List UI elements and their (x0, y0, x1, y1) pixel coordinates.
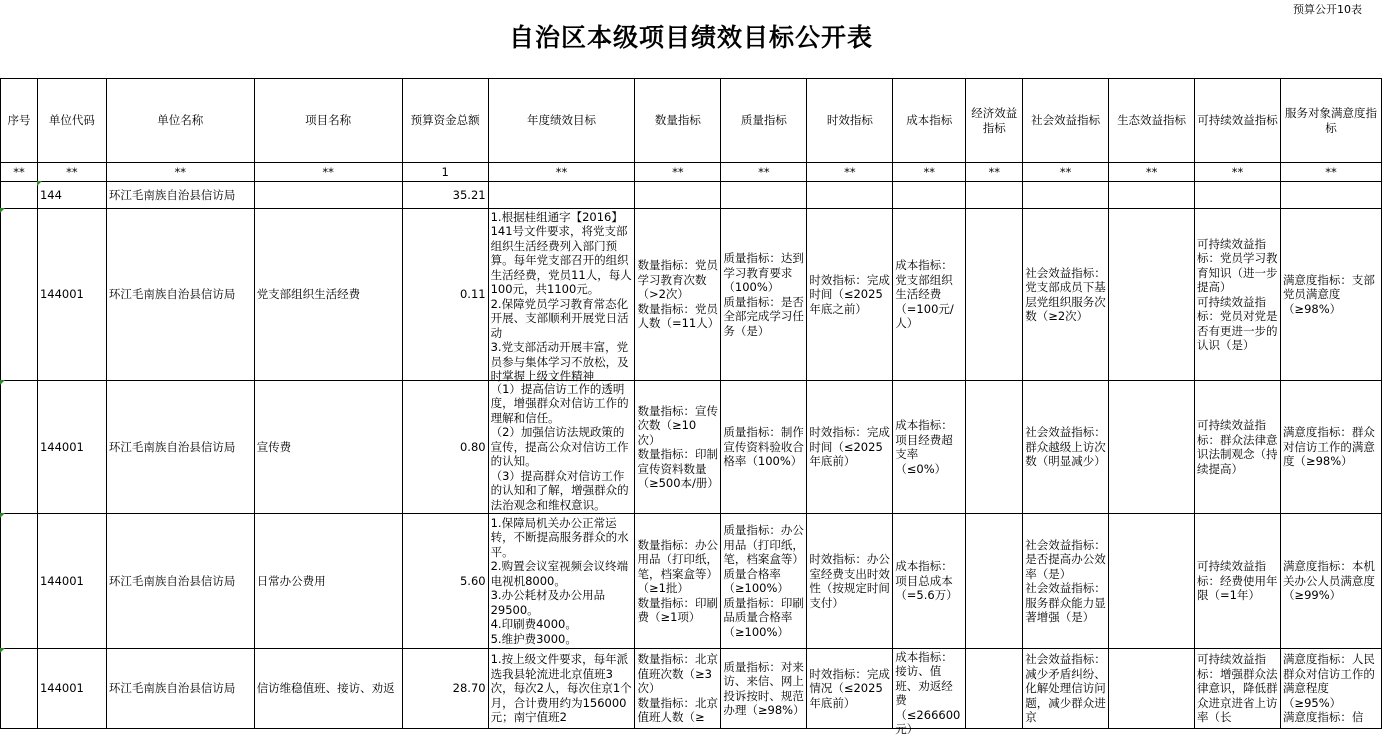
row-satisfaction: 满意度指标：支部党员满意度（≥98%） (1282, 272, 1375, 316)
row-satisfaction: 满意度指标：群众对信访工作的满意度（≥98%） (1282, 425, 1375, 469)
column-header: 单位名称 (106, 79, 254, 163)
table-row (1, 209, 1382, 381)
performance-table (0, 78, 1382, 736)
column-header: 预算资金总额 (402, 79, 488, 163)
row-cost: 成本指标：项目经费超支率（≤0%） (895, 418, 953, 476)
row-quality: 质量指标：达到学习教育要求（100%） 质量指标：是否全部完成学习任务（是） (723, 251, 804, 338)
row-social: 社会效益指标：党支部成员下基层党组织服务次数（≥2次） (1025, 265, 1106, 323)
row-quality: 质量指标：制作宣传资料验收合格率（100%） (723, 425, 804, 469)
subheader-cell: ** (1, 163, 38, 182)
subheader-cell: ** (807, 163, 893, 182)
row-sustainable: 可持续效益指标：党员学习教育知识（进一步提高） 可持续效益指标：党员对党是否有更进一步的认识（是） (1197, 236, 1278, 352)
subheader-cell: ** (966, 163, 1023, 182)
subheader-cell: ** (635, 163, 721, 182)
column-header: 社会效益指标 (1023, 79, 1109, 163)
row-social: 社会效益指标：群众越级上访次数（明显减少） (1025, 425, 1106, 469)
subheader-cell: ** (488, 163, 635, 182)
row-goal: 1.根据桂组通字【2016】141号文件要求，将党支部组织生活经费列入部门预算。每年党支部召开的组织生活经费，党员11人，每人100元，共1100元。 2.保障党员学习教育常态化开展、支部顺利开展党日活动 3.党支部活动开展丰富，党员参与集体学习不放松，及时掌握上级文件精神 (490, 209, 632, 383)
subheader-cell: ** (106, 163, 254, 182)
row-quantity: 数量指标：办公用品（打印纸，笔，档案盒等）（≥1批） 数量指标：印刷费（≥1项） (637, 537, 718, 624)
row-timeliness: 时效指标：完成情况（≤2025年底前） (809, 666, 890, 710)
subheader-cell: ** (254, 163, 402, 182)
row-quality: 质量指标：办公用品（打印纸，笔，档案盒等）质量合格率（≥100%） 质量指标：印刷品质量合格率（≥100%） (723, 523, 804, 639)
form-code: 预算公开10表 (1293, 3, 1362, 16)
column-header: 服务对象满意度指标 (1280, 79, 1381, 163)
row-amount: 0.11 (402, 209, 488, 381)
row-amount: 28.70 (402, 649, 488, 729)
subheader-row (1, 163, 1382, 182)
table-row (1, 649, 1382, 729)
row-project: 日常办公费用 (254, 514, 402, 649)
row-amount: 0.80 (402, 381, 488, 514)
row-code: 144001 (37, 514, 106, 649)
row-satisfaction: 满意度指标：本机关办公人员满意度（≥99%） (1282, 559, 1375, 603)
row-project: 宣传费 (254, 381, 402, 514)
subheader-cell: ** (37, 163, 106, 182)
row-project: 信访维稳值班、接访、劝返 (254, 649, 402, 729)
table-row (1, 514, 1382, 649)
subheader-cell: ** (721, 163, 807, 182)
row-code: 144001 (37, 381, 106, 514)
row-quantity: 数量指标：党员学习教育次数（>2次） 数量指标：党员人数（=11人） (637, 258, 720, 331)
unit-amount: 35.21 (402, 182, 488, 209)
page-title: 自治区本级项目绩效目标公开表 (508, 23, 873, 52)
row-timeliness: 时效指标：办公室经费支出时效性（按规定时间支付） (809, 552, 890, 610)
subheader-cell: ** (1109, 163, 1195, 182)
column-header: 项目名称 (254, 79, 402, 163)
row-unit: 环江毛南族自治县信访局 (106, 381, 254, 514)
row-goal: 1.保障局机关办公正常运转，不断提高服务群众的水平。 2.购置会议室视频会议终端电视机8000。 3.办公耗材及办公用品29500。 4.印刷费4000。 5.维护费3000。 (490, 515, 629, 646)
column-header: 质量指标 (721, 79, 807, 163)
row-sustainable: 可持续效益指标：经费使用年限（=1年） (1197, 559, 1278, 603)
table-row (1, 381, 1382, 514)
row-satisfaction: 满意度指标：人民群众对信访工作的满意程度（≥95%） 满意度指标：信 (1282, 652, 1375, 725)
row-project: 党支部组织生活经费 (254, 209, 402, 381)
header-row (1, 79, 1382, 163)
row-timeliness: 时效指标：完成时间（≤2025年底之前） (809, 272, 890, 316)
row-goal: （1）提高信访工作的透明度，增强群众对信访工作的理解和信任。 （2）加强信访法规政策的宣传，提高公众对信访工作的认知。 （3）提高群众对信访工作的认知和了解，增强群众的法治观念和维权意识。 (490, 381, 629, 512)
subheader-cell: ** (1023, 163, 1109, 182)
row-sustainable: 可持续效益指标：群众法律意识法制观念（持续提高） (1197, 418, 1278, 476)
column-header: 可持续效益指标 (1195, 79, 1281, 163)
row-timeliness: 时效指标：完成时间（≤2025年底前） (809, 425, 890, 469)
row-social: 社会效益指标：减少矛盾纠纷、化解处理信访问题，减少群众进京 (1025, 652, 1106, 725)
column-header: 时效指标 (807, 79, 893, 163)
row-code: 144001 (37, 209, 106, 381)
subheader-cell: 1 (402, 163, 488, 182)
row-cost: 成本指标：党支部组织生活经费（=100元/人） (895, 258, 954, 331)
row-unit: 环江毛南族自治县信访局 (106, 649, 254, 729)
row-cost: 成本指标：接访、值班、劝返经费（≤266600元） (895, 649, 961, 736)
row-unit: 环江毛南族自治县信访局 (106, 209, 254, 381)
column-header: 数量指标 (635, 79, 721, 163)
row-social: 社会效益指标：是否提高办公效率（是） 社会效益指标：服务群众能力显著增强（是） (1025, 537, 1106, 624)
row-quantity: 数量指标：北京值班次数（≥3次） 数量指标：北京值班人数（≥ (637, 652, 718, 725)
column-header: 成本指标 (893, 79, 966, 163)
row-cost: 成本指标：项目总成本（=5.6万） (895, 559, 958, 603)
row-quality: 质量指标：对来访、来信、网上投诉按时、规范办理（≥98%） (723, 659, 805, 717)
subheader-cell: ** (1280, 163, 1381, 182)
row-sustainable: 可持续效益指标：增强群众法律意识，降低群众进京进省上访率（长 (1197, 652, 1278, 725)
column-header: 生态效益指标 (1109, 79, 1195, 163)
row-code: 144001 (37, 649, 106, 729)
unit-row (1, 182, 1382, 209)
row-quantity: 数量指标：宣传次数（≥10次） 数量指标：印制宣传资料数量（≥500本/册） (637, 403, 719, 490)
unit-name: 环江毛南族自治县信访局 (106, 182, 254, 209)
row-goal: 1.按上级文件要求，每年派选我县轮流进北京值班3次，每次2人，每次住京1个月，合计费用约为156000元；南宁值班2 (490, 652, 632, 725)
column-header: 单位代码 (37, 79, 106, 163)
subheader-cell: ** (1195, 163, 1281, 182)
column-header: 序号 (1, 79, 38, 163)
row-amount: 5.60 (402, 514, 488, 649)
unit-code: 144 (37, 182, 106, 209)
column-header: 年度绩效目标 (488, 79, 635, 163)
subheader-cell: ** (893, 163, 966, 182)
row-unit: 环江毛南族自治县信访局 (106, 514, 254, 649)
column-header: 经济效益指标 (966, 79, 1023, 163)
